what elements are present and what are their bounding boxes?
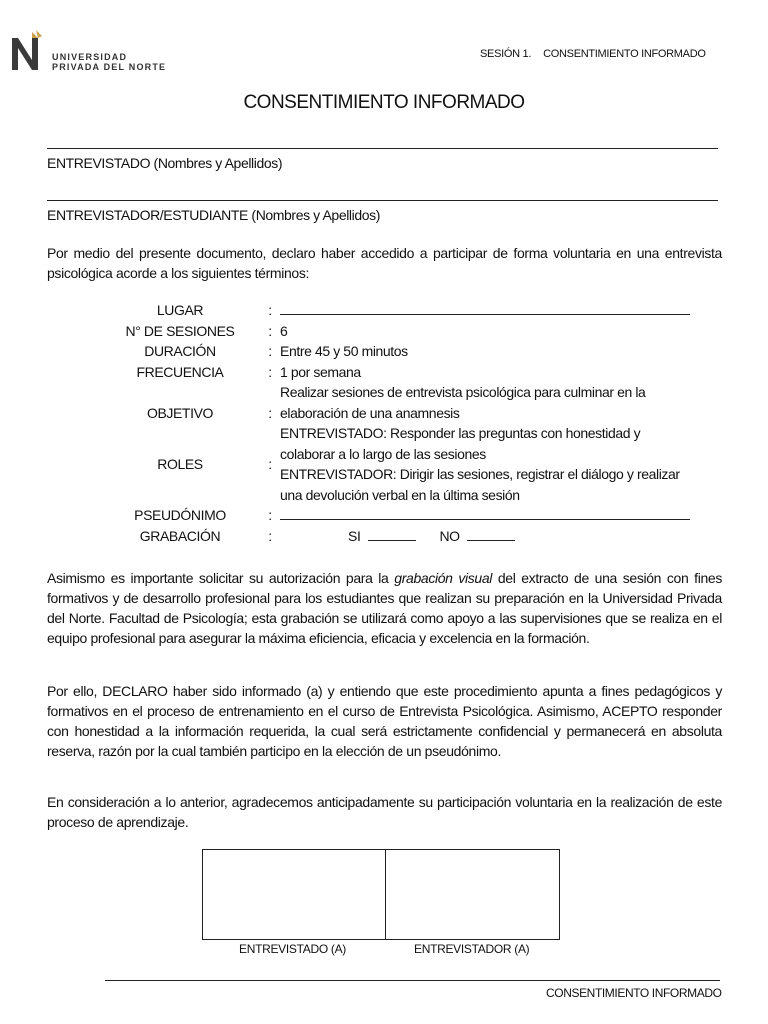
term-colon: : [268,322,272,339]
term-colon: : [268,363,272,380]
term-colon: : [268,507,272,523]
interviewee-signature-label: ENTREVISTADO (A) [239,942,346,956]
recording-no-blank[interactable] [467,526,515,541]
term-value: 1 por semana [280,363,361,380]
university-logo-icon [10,30,46,72]
intro-paragraph: Por medio del presente documento, declaro haber accedido a participar de forma voluntaria en una entrevista psicológica acorde a los siguientes términos: [47,245,722,281]
term-row-grabacion [100,526,690,547]
para-text: del extracto de una sesión con fines formativos y de desarrollo profesional para los estudiantes que realizan su preparación en la Universidad Privada del Norte. Facultad de Psicología; esta grabación se utilizará como apoyo a las supervisiones que se realiza en el equipo profesional para asegurar la máxima eficiencia, eficacia y excelencia en la formación. [47,570,722,646]
term-label: N° DE SESIONES [125,322,235,339]
logo-line-1: UNIVERSIDAD [52,52,128,62]
recording-yes-label: SI [348,527,361,544]
term-value: Entre 45 y 50 minutos [280,343,408,359]
para-emphasis: grabación visual [394,570,493,586]
term-colon: : [268,455,272,472]
term-row-frecuencia [100,362,690,383]
term-label: ROLES [157,455,203,472]
section-label: CONSENTIMIENTO INFORMADO [543,48,706,60]
term-label: LUGAR [156,302,204,318]
recording-yes-blank[interactable] [368,526,416,541]
term-row-duracion [100,341,690,362]
footer-divider [105,980,720,981]
interviewer-label: ENTREVISTADOR/ESTUDIANTE (Nombres y Apellidos) [47,207,380,223]
para-text: Asimismo es importante solicitar su autorización para la [47,570,395,586]
lugar-blank[interactable] [280,300,690,315]
pseudonimo-blank[interactable] [280,505,690,520]
interviewee-line[interactable] [47,148,718,149]
logo-line-2: PRIVADA DEL NORTE [52,62,167,72]
term-value: 6 [280,322,288,339]
term-row-pseudonimo [100,505,690,526]
term-label: PSEUDÓNIMO [134,507,226,523]
role-interviewer: ENTREVISTADOR: Dirigir las sesiones, registrar el diálogo y realizar una devolución verbal en la última sesión [280,466,680,503]
term-label: FRECUENCIA [136,363,224,380]
interviewer-signature-box[interactable] [386,850,558,938]
roles-values [280,423,690,505]
declaration-paragraph: Por ello, DECLARO haber sido informado (a) y entiendo que este procedimiento apunta a fines pedagógicos y formativos en el proceso de entrenamiento en el curso de Entrevista Psicológica. Asimismo, ACEPTO responder con honestidad a la información requerida, la cual será estrictamente confidencial y permanecerá en absoluta reserva, razón por la cual también participo en la elección de un pseudónimo. [47,683,722,759]
term-colon: : [268,343,272,359]
interviewer-signature-label: ENTREVISTADOR (A) [414,942,530,956]
term-row-lugar [100,300,690,321]
term-colon: : [268,404,272,421]
term-label: OBJETIVO [146,404,214,421]
role-interviewee: ENTREVISTADO: Responder las preguntas con honestidad y colaborar a lo largo de las sesiones [280,425,641,462]
term-colon: : [268,527,272,544]
term-row-objetivo [100,382,690,423]
term-colon: : [268,302,272,318]
term-label: DURACIÓN [144,343,216,359]
term-row-roles [100,423,690,505]
recording-paragraph [47,568,722,648]
recording-no-label: NO [439,527,460,544]
term-row-sesiones [100,321,690,342]
session-label: SESIÓN 1. [480,48,532,60]
closing-paragraph: En consideración a lo anterior, agradecemos anticipadamente su participación voluntaria en la realización de este proceso de aprendizaje. [47,794,722,830]
footer-label: CONSENTIMIENTO INFORMADO [546,986,722,1000]
page-title: CONSENTIMIENTO INFORMADO [243,92,525,113]
interviewee-label: ENTREVISTADO (Nombres y Apellidos) [47,155,283,171]
terms-table [100,300,690,546]
term-label: GRABACIÓN [139,527,221,544]
university-logo-text [52,52,166,72]
page-header [480,48,718,60]
term-value: Realizar sesiones de entrevista psicológica para culminar en la elaboración de una anamnesis [280,384,646,421]
interviewer-line[interactable] [47,200,718,201]
interviewee-signature-box[interactable] [203,850,384,938]
